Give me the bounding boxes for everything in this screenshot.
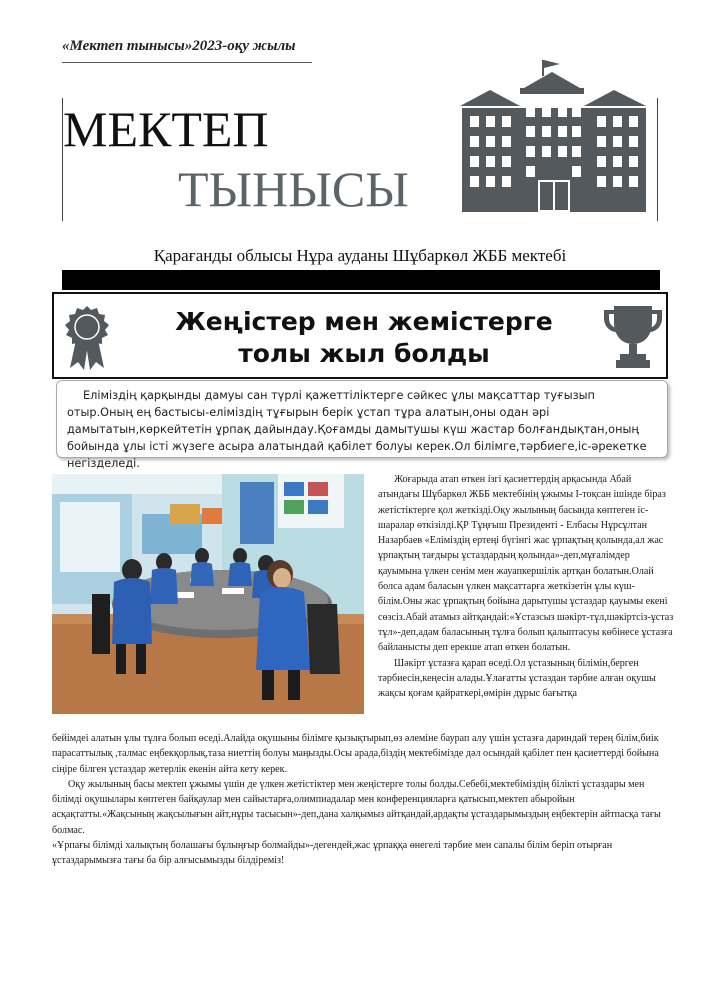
teachers-meeting-photo bbox=[52, 474, 364, 714]
intro-box bbox=[56, 380, 668, 470]
school-building-icon bbox=[460, 58, 648, 212]
headline bbox=[154, 306, 574, 370]
article-right-column bbox=[378, 472, 674, 701]
trophy-icon bbox=[602, 302, 664, 370]
header-divider-bar bbox=[62, 270, 660, 290]
headline-line1: Жеңістер мен жемістерге bbox=[175, 307, 553, 336]
tagline-rule bbox=[62, 62, 312, 63]
article-paragraph: Оқу жылының басы мектеп ұжымы үшін де үлкен жетістіктер мен жеңістерге толы болды.Себебі,мектебіміздің білікті ұстаздары мен білімді оқушылары көптеген байқаулар мен сайыстарға,олимпиадалар мен конференцияларға қатысып,мектеп абыройын асқақтатты.«Жақсының жақсылығын айт,нұры тасысын»-деп,дана халқымыз айтқандай,ардақты ұстаздарымыздың еңбектерін айтпасқа тағы болмас. bbox=[52, 778, 661, 836]
article-paragraph: бейімдеі алатын ұлы тұлға болып өседі.Алайда оқушыны білімге қызықтырып,өз әлеміне баурап алу үшін ұстазға дариндай терең білім,биік парасаттылық ,талмас еңбекқорлық,таза ниеттің болуы маңызды.Осы арада,біздің мектебімізде дәл осындай қабілет пен қасиеттерді бойына сіңіре білген ұстаздар жетерлік екенін айта кету керек. bbox=[52, 733, 659, 775]
article-full-width bbox=[52, 731, 670, 869]
article-paragraph: Шәкірт ұстазға қарап өседі.Ол ұстазының білімін,берген тәрбиесін,кеңесін алады.Ұлағатты ұстаздан тәрбие алған оқушы жақсы қоғам қайраткері,өмірін дұрыс бағытқа bbox=[378, 657, 656, 700]
issue-tagline: «Мектеп тынысы»2023-оқу жылы bbox=[62, 38, 296, 54]
article-paragraph: Жоғарыда атап өткен ізгі қасиеттердің арқасында Абай атындағы Шұбаркөл ЖББ мектебінің ұжымы І-тоқсан ішінде біраз жетістіктерге қол жеткізді.Оқу жылының басында көптеген іс-шаралар өткізілді.ҚР Тұңғыш Президенті - Елбасы Нұрсұлтан Назарбаев «Еліміздің ертеңі бүгінгі жас ұрпақтың қолында,ал жас ұрпақтың тағдыры ұстаздардың қолында»-деп,мұғалімдер қауымына үлкен сенім мен жауапкершілік артқан болатын.Олай болса адам баласын үлкен мақсаттарға жеткізетін ұлы күш-білім.Оны жас ұрпақтың бойына дарытушы ұстаздар қауымы екені сөзсіз.Абай атамыз айтқандай:«Ұстазсыз шәкірт-тұл,шәкіртсіз-ұстаз тұл»-деп,адам баласының тұлға болып қалыптасуы көбінесе ұстазға байланысты деп ерекше атап өткен болатын. bbox=[378, 474, 674, 654]
headline-box bbox=[52, 292, 668, 379]
masthead-right-rule bbox=[657, 98, 658, 221]
intro-paragraph: Еліміздің қарқынды дамуы сан түрлі қажеттіліктерге сәйкес ұлы мақсаттар туғызып отыр.Оның ең бастысы-еліміздің тұғырын берік ұстап тұра алатын,оны одан әрі дамытатын,көркейтетін ұрпақ дайындау.Қоғамды дамытушы күш жастар болғандықтан,оның бойында ұлы істі жүзеге асыра алатындай қабілет болуы керек.Ол білімге,тәрбиеге,іс-әрекетке негізделеді. bbox=[67, 389, 647, 470]
article-paragraph: «Ұрпағы білімді халықтың болашағы бұлыңғыр болмайды»-дегендей,жас ұрпаққа өнегелі тәрбие мен сапалы білім беріп отырған ұстаздарымызға тағы ба бір алғысымызды білдіреміз! bbox=[52, 840, 613, 867]
masthead-title-line2: ТЫНЫСЫ bbox=[178, 161, 409, 217]
masthead-title-line1: МЕКТЕП bbox=[63, 101, 269, 157]
school-subtitle: Қарағанды облысы Нұра ауданы Шұбаркөл ЖББ мектебі bbox=[153, 246, 567, 265]
headline-line2: толы жыл болды bbox=[238, 339, 490, 368]
award-medal-icon bbox=[62, 304, 112, 372]
